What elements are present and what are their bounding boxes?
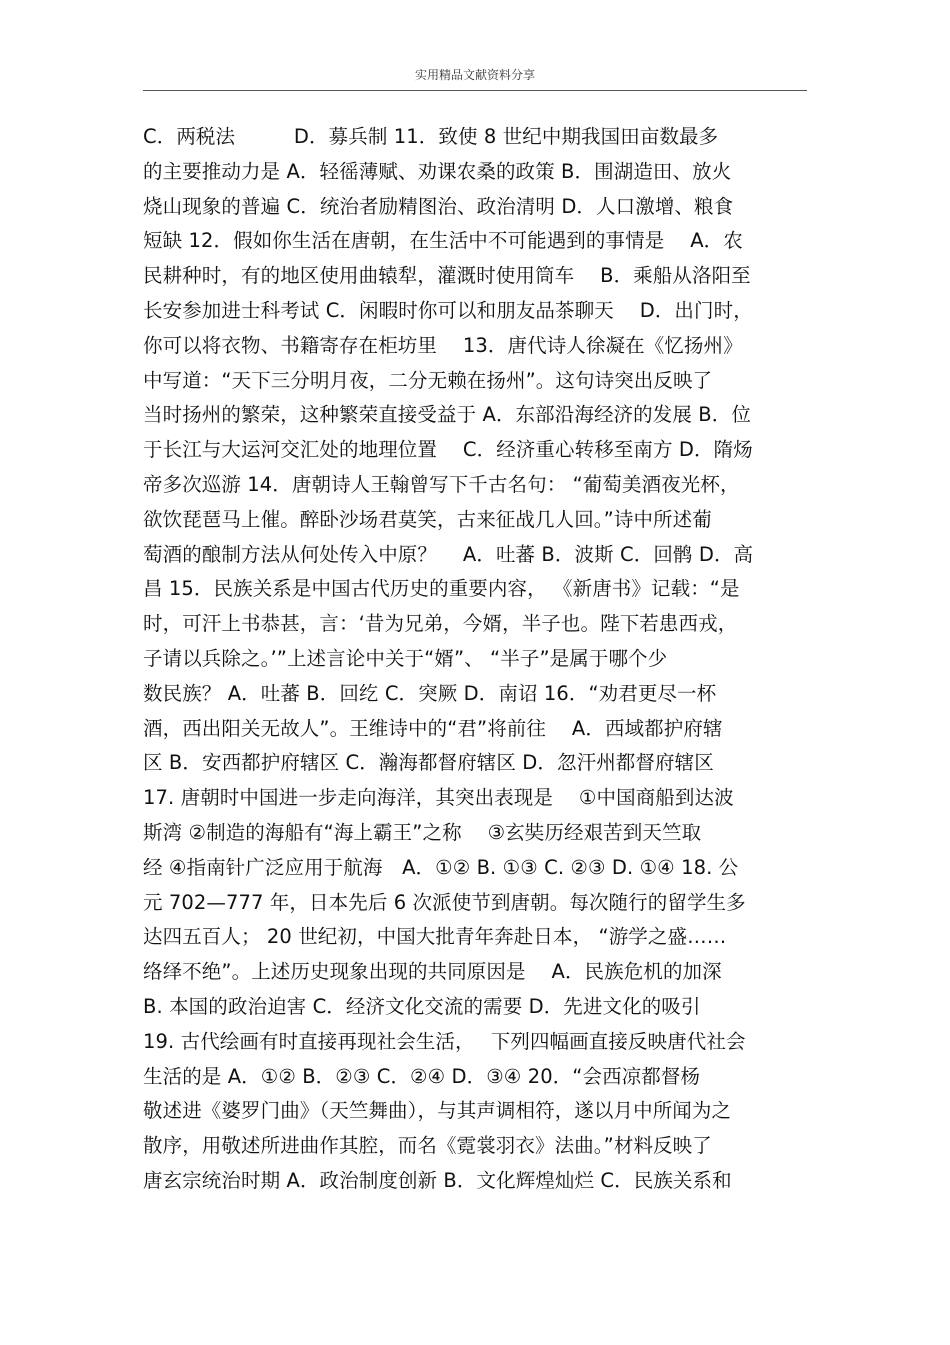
text-line: 萄酒的酿制方法从何处传入中原？ A．吐蕃 B．波斯 C．回鹘 D．高 xyxy=(143,542,754,566)
text-line: 敬述进《婆罗门曲》（天竺舞曲），与其声调相符，遂以月中所闻为之 xyxy=(143,1099,732,1123)
text-line: 唐玄宗统治时期 A．政治制度创新 B．文化辉煌灿烂 C．民族关系和 xyxy=(143,1168,732,1192)
text-line: 欲饮琵琶马上催。醉卧沙场君莫笑，古来征战几人回。”诗中所述葡 xyxy=(143,507,712,531)
text-line: 经 ④指南针广泛应用于航海 A．①② B. ①③ C. ②③ D. ①④ 18. 公 xyxy=(143,855,739,879)
document-body xyxy=(143,120,823,1199)
text-line: 时，可汗上书恭甚，言：‘昔为兄弟，今婿，半子也。陛下若患西戎， xyxy=(143,612,738,636)
text-line: 17. 唐朝时中国进一步走向海洋，其突出表现是 ①中国商船到达波 xyxy=(143,786,734,810)
text-line: 达四五百人； 20 世纪初，中国大批青年奔赴日本， “游学之盛…… xyxy=(143,925,727,949)
text-line: 子请以兵除之。’”上述言论中关于“婿”、 “半子”是属于哪个少 xyxy=(143,646,668,670)
text-line: 你可以将衣物、书籍寄存在柜坊里 13．唐代诗人徐凝在《忆扬州》 xyxy=(143,333,743,357)
text-line: B. 本国的政治迫害 C．经济文化交流的需要 D．先进文化的吸引 xyxy=(143,994,701,1018)
text-line: 生活的是 A．①② B．②③ C．②④ D．③④ 20．“会西凉都督杨 xyxy=(143,1064,701,1088)
text-line: C．两税法 D．募兵制 11．致使 8 世纪中期我国田亩数最多 xyxy=(143,125,719,148)
text-line: 散序，用敬述所进曲作其腔，而名《霓裳羽衣》法曲。”材料反映了 xyxy=(143,1134,712,1158)
text-line: 元 702—777 年，日本先后 6 次派使节到唐朝。每次随行的留学生多 xyxy=(143,890,746,914)
text-line: 酒，西出阳关无故人”。王维诗中的“君”将前往 A．西域都护府辖 xyxy=(143,716,723,740)
text-line: 中写道：“天下三分明月夜，二分无赖在扬州”。这句诗突出反映了 xyxy=(143,368,713,392)
text-line: 的主要推动力是 A．轻徭薄赋、劝课农桑的政策 B．围湖造田、放火 xyxy=(143,159,732,183)
text-line: 数民族？ A．吐蕃 B．回纥 C．突厥 D．南诏 16．“劝君更尽一杯 xyxy=(143,681,717,705)
text-line: 昌 15．民族关系是中国古代历史的重要内容， 《新唐书》记载：“是 xyxy=(143,577,740,601)
text-line: 当时扬州的繁荣，这种繁荣直接受益于 A．东部沿海经济的发展 B．位 xyxy=(143,403,751,427)
text-line: 于长江与大运河交汇处的地理位置 C．经济重心转移至南方 D．隋炀 xyxy=(143,438,753,462)
text-line: 斯湾 ②制造的海船有“海上霸王”之称 ③玄奘历经艰苦到天竺取 xyxy=(143,820,702,844)
text-line: 帝多次巡游 14．唐朝诗人王翰曾写下千古名句： “葡萄美酒夜光杯， xyxy=(143,472,740,496)
text-line: 19. 古代绘画有时直接再现社会生活， 下列四幅画直接反映唐代社会 xyxy=(143,1029,746,1053)
text-line: 民耕种时，有的地区使用曲辕犁，灌溉时使用筒车 B．乘船从洛阳至 xyxy=(143,264,751,288)
text-line: 短缺 12．假如你生活在唐朝，在生活中不可能遇到的事情是 A．农 xyxy=(143,229,743,253)
text-line: 络绎不绝”。上述历史现象出现的共同原因是 A．民族危机的加深 xyxy=(143,960,722,984)
text-line: 烧山现象的普遍 C．统治者励精图治、政治清明 D．人口激增、粮食 xyxy=(143,194,734,218)
page-header: 实用精品文献资料分享 xyxy=(414,68,535,82)
text-line: 区 B．安西都护府辖区 C．瀚海都督府辖区 D．忽汗州都督府辖区 xyxy=(143,751,714,775)
text-line: 长安参加进士科考试 C．闲暇时你可以和朋友品茶聊天 D．出门时， xyxy=(143,298,753,322)
header-divider xyxy=(143,90,807,91)
